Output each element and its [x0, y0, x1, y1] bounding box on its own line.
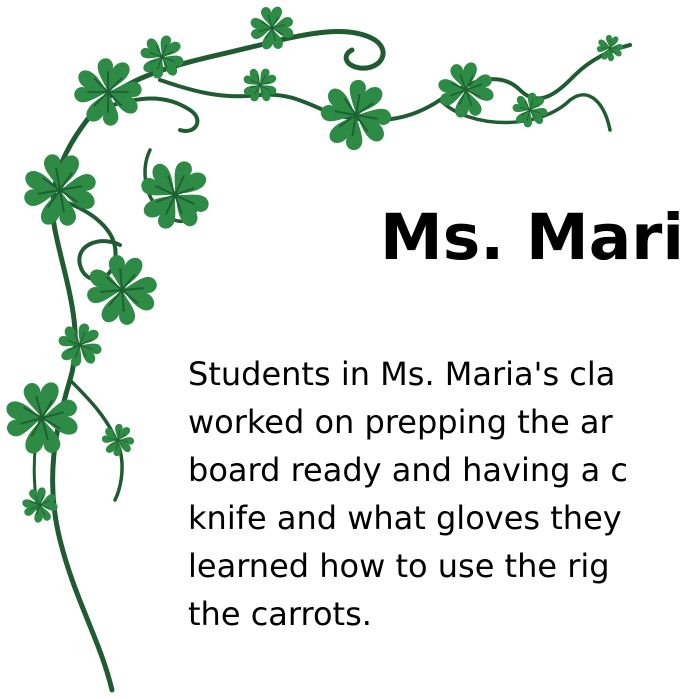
page-title: Ms. Mari: [380, 201, 684, 274]
body-paragraph: [188, 350, 653, 638]
body-line: learned how to use the rig: [188, 547, 610, 585]
body-line: Students in Ms. Maria's cla: [188, 355, 616, 393]
body-line: worked on prepping the ar: [188, 403, 613, 441]
body-line: board ready and having a c: [188, 451, 628, 489]
body-line: the carrots.: [188, 595, 372, 633]
body-line: knife and what gloves they: [188, 499, 622, 537]
